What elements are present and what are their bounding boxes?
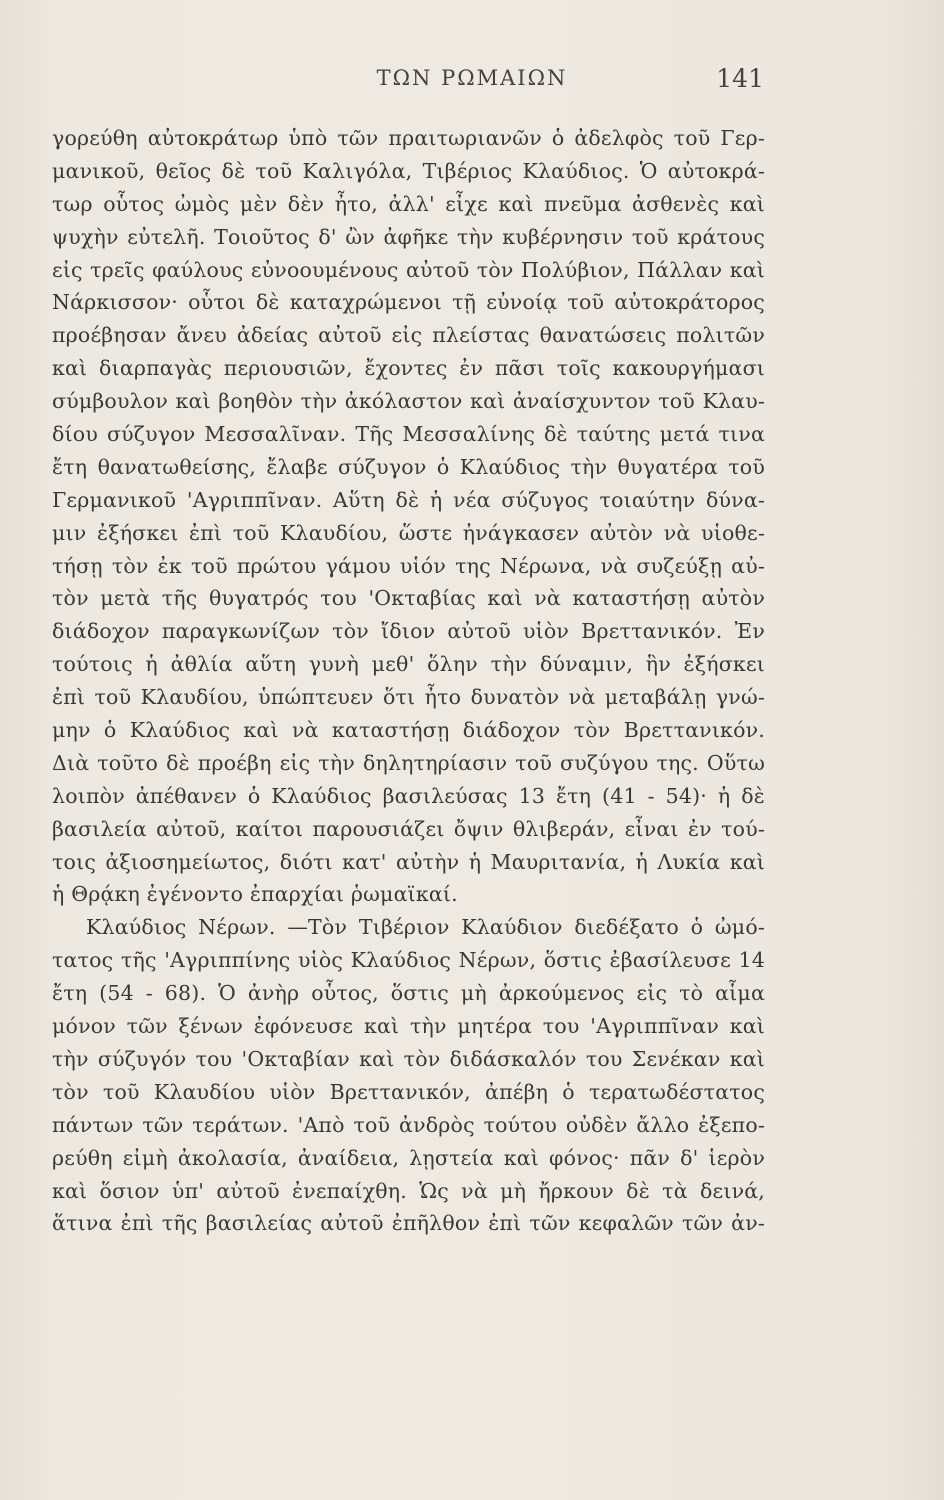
text-line: τούτοις ἡ ἀθλία αὕτη γυνὴ μεθ' ὅλην τὴν δύναμιν, ἣν ἐξήσκει: [52, 652, 765, 677]
running-title: ΤΩΝ ΡΩΜΑΙΩΝ: [376, 66, 568, 90]
text-line: τοις ἀξιοσημείωτος, διότι κατ' αὐτὴν ἡ Μαυριτανία, ἡ Λυκία καὶ: [52, 849, 765, 874]
text-line: γορεύθη αὐτοκράτωρ ὑπὸ τῶν πραιτωριανῶν ὁ ἀδελφὸς τοῦ Γερ-: [52, 126, 765, 150]
text-line: τωρ οὗτος ὠμὸς μὲν δὲν ἦτο, ἀλλ' εἶχε καὶ πνεῦμα ἀσθενὲς καὶ: [52, 191, 765, 216]
text-line: τατος τῆς 'Αγριππίνης υἱὸς Κλαύδιος Νέρων, ὅστις ἐβασίλευσε 14: [52, 948, 765, 973]
text-line: μανικοῦ, θεῖος δὲ τοῦ Καλιγόλα, Τιβέριος Κλαύδιος. Ὁ αὐτοκρά-: [52, 158, 765, 183]
text-line: τὸν μετὰ τῆς θυγατρός του 'Οκταβίας καὶ νὰ καταστήσῃ αὐτὸν: [52, 586, 765, 611]
text-line: τήσῃ τὸν ἐκ τοῦ πρώτου γάμου υἱόν της Νέρωνα, νὰ συζεύξῃ αὐ-: [52, 553, 765, 578]
text-line: βασιλεία αὐτοῦ, καίτοι παρουσιάζει ὄψιν θλιβεράν, εἶναι ἐν τού-: [52, 816, 765, 841]
text-line: καὶ ὅσιον ὑπ' αὐτοῦ ἐνεπαίχθη. Ὡς νὰ μὴ ἤρκουν δὲ τὰ δεινά,: [52, 1178, 765, 1203]
text-line: μην ὁ Κλαύδιος καὶ νὰ καταστήσῃ διάδοχον τὸν Βρεττανικόν.: [52, 718, 765, 743]
text-line: πάντων τῶν τεράτων. 'Απὸ τοῦ ἀνδρὸς τούτου οὐδὲν ἄλλο ἐξεπο-: [52, 1112, 765, 1137]
text-line: Γερμανικοῦ 'Αγριππῖναν. Αὕτη δὲ ἡ νέα σύζυγος τοιαύτην δύνα-: [52, 487, 765, 512]
text-line: εἰς τρεῖς φαύλους εὐνοουμένους αὐτοῦ τὸν Πολύβιον, Πάλλαν καὶ: [52, 257, 765, 282]
text-line: ψυχὴν εὐτελῆ. Τοιοῦτος δ' ὢν ἀφῆκε τὴν κυβέρνησιν τοῦ κράτους: [52, 224, 765, 249]
page-number: 141: [716, 64, 764, 93]
text-line: τὸν τοῦ Κλαυδίου υἱὸν Βρεττανικόν, ἀπέβη ὁ τερατωδέστατος: [52, 1079, 765, 1104]
text-line: ἔτη (54 - 68). Ὁ ἀνὴρ οὗτος, ὅστις μὴ ἀρκούμενος εἰς τὸ αἷμα: [52, 981, 765, 1006]
text-line: τὴν σύζυγόν του 'Οκταβίαν καὶ τὸν διδάσκαλόν του Σενέκαν καὶ: [52, 1046, 765, 1071]
text-line: ἡ Θρᾴκη ἐγένοντο ἐπαρχίαι ῥωμαϊκαί.: [52, 882, 458, 907]
text-line: λοιπὸν ἀπέθανεν ὁ Κλαύδιος βασιλεύσας 13 ἔτη (41 - 54)· ἡ δὲ: [52, 783, 765, 808]
text-line: δίου σύζυγον Μεσσαλῖναν. Τῆς Μεσσαλίνης δὲ ταύτης μετά τινα: [52, 422, 765, 447]
text-line: μόνον τῶν ξένων ἐφόνευσε καὶ τὴν μητέρα του 'Αγριππῖναν καὶ: [52, 1014, 765, 1039]
text-line: διάδοχον παραγκωνίζων τὸν ἴδιον αὐτοῦ υἱὸν Βρεττανικόν. Ἐν: [52, 619, 765, 644]
text-line: ἐπὶ τοῦ Κλαυδίου, ὑπώπτευεν ὅτι ἦτο δυνατὸν νὰ μεταβάλῃ γνώ-: [52, 685, 765, 710]
text-line: προέβησαν ἄνευ ἀδείας αὐτοῦ εἰς πλείστας θανατώσεις πολιτῶν: [52, 323, 765, 348]
text-line: μιν ἐξήσκει ἐπὶ τοῦ Κλαυδίου, ὥστε ἠνάγκασεν αὐτὸν νὰ υἱοθε-: [52, 520, 765, 545]
page-header: [0, 64, 944, 104]
text-line: καὶ διαρπαγὰς περιουσιῶν, ἔχοντες ἐν πᾶσι τοῖς κακουργήμασι: [52, 356, 765, 381]
text-line: ἔτη θανατωθείσης, ἔλαβε σύζυγον ὁ Κλαύδιος τὴν θυγατέρα τοῦ: [52, 454, 765, 479]
text-line: Νάρκισσον· οὗτοι δὲ καταχρώμενοι τῇ εὐνοίᾳ τοῦ αὐτοκράτορος: [52, 290, 765, 315]
text-line: ρεύθη εἰμὴ ἀκολασία, ἀναίδεια, λῃστεία καὶ φόνος· πᾶν δ' ἱερὸν: [52, 1145, 765, 1170]
text-line: Διὰ τοῦτο δὲ προέβη εἰς τὴν δηλητηρίασιν τοῦ συζύγου της. Οὕτω: [52, 750, 765, 775]
text-line: ἅτινα ἐπὶ τῆς βασιλείας αὐτοῦ ἐπῆλθον ἐπὶ τῶν κεφαλῶν τῶν ἀν-: [52, 1211, 765, 1236]
body-text: [52, 122, 765, 1240]
section-heading-line: Κλαύδιος Νέρων. —Τὸν Τιβέριον Κλαύδιον διεδέξατο ὁ ὠμό-: [86, 915, 765, 940]
text-line: σύμβουλον καὶ βοηθὸν τὴν ἀκόλαστον καὶ ἀναίσχυντον τοῦ Κλαυ-: [52, 389, 765, 414]
